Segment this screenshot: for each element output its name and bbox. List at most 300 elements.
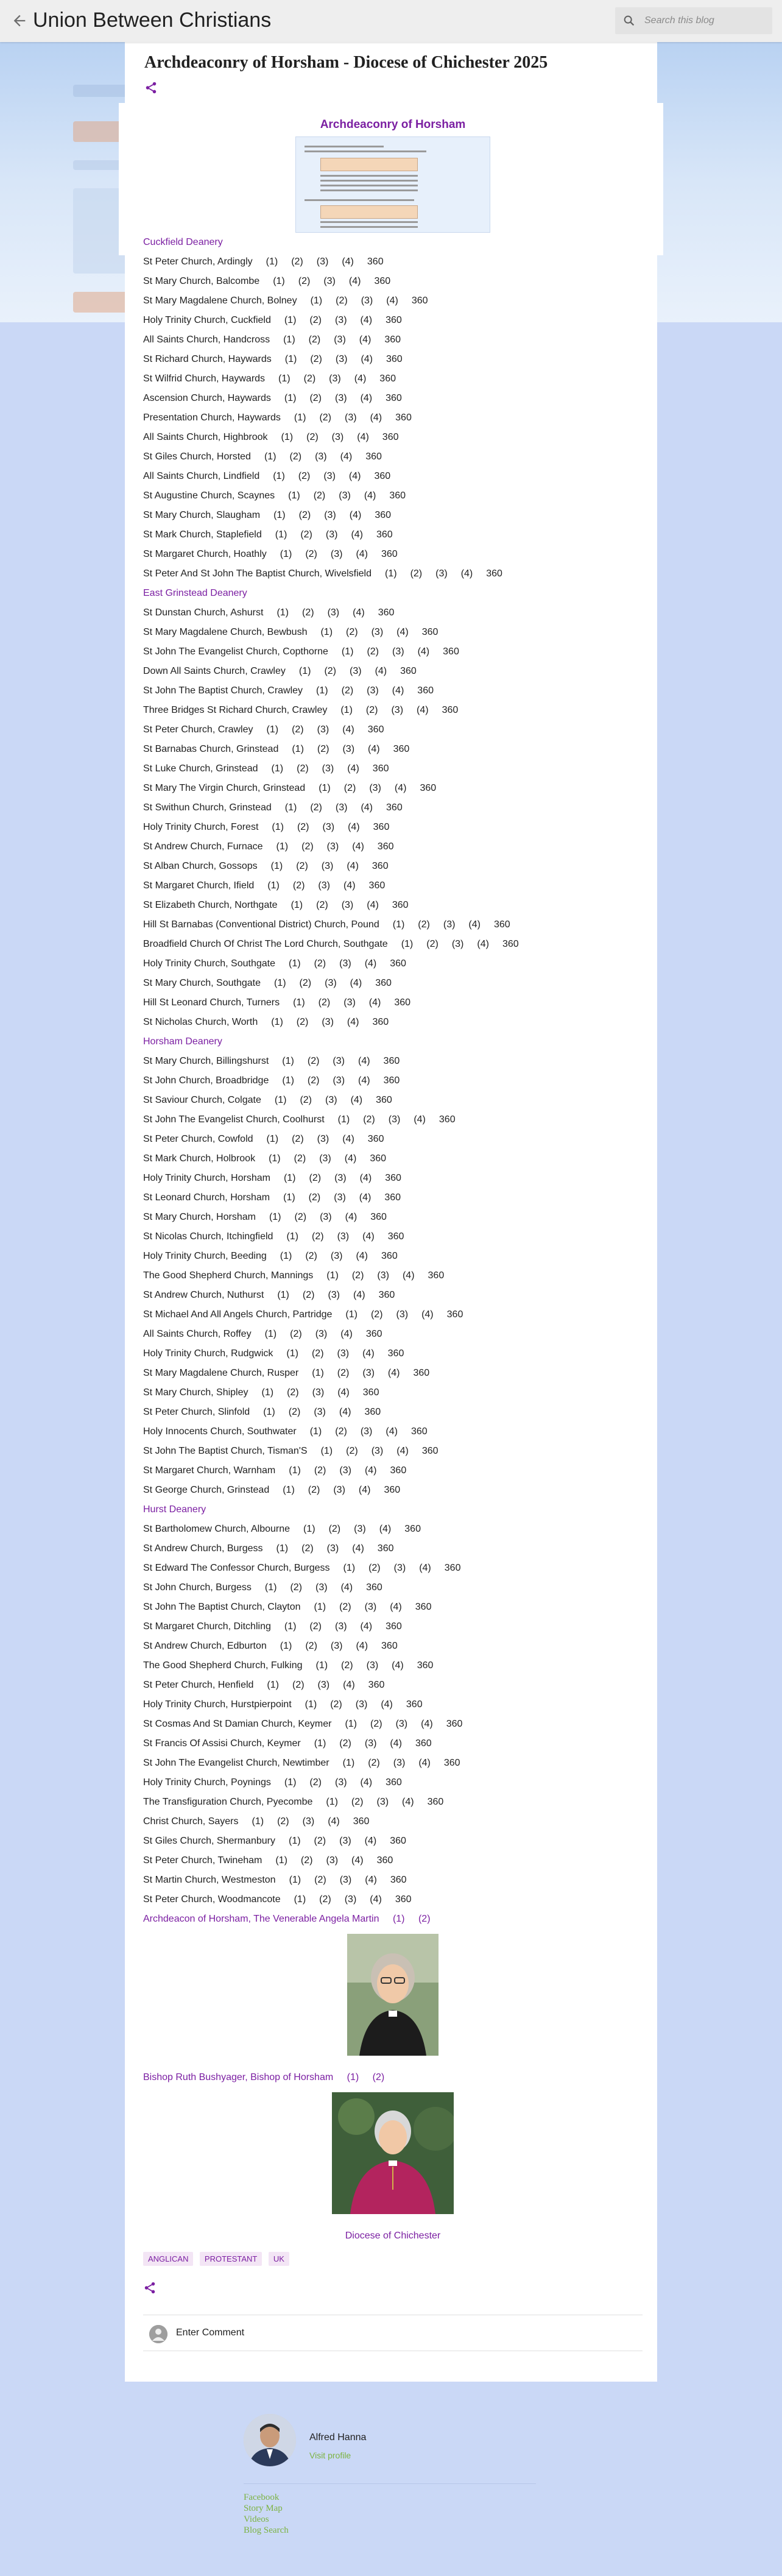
facebook-link[interactable]: Facebook (244, 2493, 280, 2502)
church-link-3[interactable]: (3) (322, 822, 335, 832)
church-link-3[interactable]: (3) (333, 1075, 345, 1086)
church-link-1[interactable]: (1) (284, 354, 297, 364)
church-link-4[interactable]: (4) (390, 1602, 402, 1612)
church-link-5[interactable]: 360 (368, 1680, 385, 1690)
story-map-link[interactable]: Story Map (244, 2503, 283, 2513)
church-link-4[interactable]: (4) (365, 1875, 377, 1885)
church-link-1[interactable]: (1) (283, 334, 295, 345)
church-link-4[interactable]: (4) (414, 1114, 426, 1125)
church-link-3[interactable]: (3) (364, 1738, 377, 1749)
church-link-3[interactable]: (3) (314, 1407, 326, 1417)
church-link-4[interactable]: (4) (347, 861, 359, 871)
church-link-3[interactable]: (3) (319, 1153, 331, 1164)
church-link-1[interactable]: (1) (312, 1368, 324, 1378)
church-link-4[interactable]: (4) (360, 1777, 373, 1788)
church-link-1[interactable]: (1) (264, 1329, 277, 1339)
church-link-5[interactable]: 360 (367, 724, 384, 735)
church-link-2[interactable]: (2) (299, 978, 312, 988)
church-link-5[interactable]: 360 (384, 334, 401, 345)
church-link-3[interactable]: (3) (325, 1095, 337, 1105)
church-link-1[interactable]: (1) (276, 1543, 289, 1554)
church-link-2[interactable]: (2) (288, 1407, 301, 1417)
church-link-4[interactable]: (4) (390, 1738, 402, 1749)
church-link-2[interactable]: (2) (328, 1524, 341, 1534)
church-link-5[interactable]: 360 (386, 1777, 402, 1788)
church-link-1[interactable]: (1) (280, 1251, 292, 1261)
profile-name[interactable]: Alfred Hanna (309, 2432, 367, 2443)
church-link-4[interactable]: (4) (359, 334, 372, 345)
church-link-2[interactable]: (2) (308, 334, 321, 345)
church-link-2[interactable]: (2) (300, 1855, 313, 1866)
blog-search-link[interactable]: Blog Search (244, 2525, 289, 2535)
deanery-heading[interactable]: Horsham Deanery (143, 1036, 222, 1047)
church-link-2[interactable]: (2) (292, 1134, 304, 1144)
church-link-1[interactable]: (1) (284, 1777, 297, 1788)
church-link-4[interactable]: (4) (364, 490, 376, 501)
church-link-4[interactable]: (4) (342, 1134, 354, 1144)
comment-box[interactable] (143, 2315, 643, 2351)
church-link-3[interactable]: (3) (360, 1426, 373, 1437)
church-link-3[interactable]: (3) (334, 1173, 347, 1183)
church-link-3[interactable]: (3) (396, 1309, 409, 1320)
church-link-2[interactable]: (2) (305, 1251, 317, 1261)
church-link-5[interactable]: 360 (417, 1660, 434, 1671)
church-link-4[interactable]: (4) (368, 744, 380, 754)
church-link-1[interactable]: (1) (292, 744, 304, 754)
church-link-1[interactable]: (1) (286, 1231, 298, 1242)
church-link-1[interactable]: (1) (385, 568, 397, 579)
church-link-5[interactable]: 360 (387, 1348, 404, 1359)
church-link-4[interactable]: (4) (386, 295, 398, 306)
church-link-5[interactable]: 360 (378, 607, 395, 618)
church-link-3[interactable]: (3) (339, 958, 351, 969)
church-link-2[interactable]: (2) (302, 607, 314, 618)
church-link-5[interactable]: 360 (395, 1894, 412, 1905)
church-link-3[interactable]: (3) (326, 1543, 339, 1554)
church-link-2[interactable]: (2) (300, 1095, 312, 1105)
church-link-1[interactable]: (1) (261, 1387, 274, 1398)
church-link-5[interactable]: 360 (446, 1719, 463, 1729)
church-link-5[interactable]: 360 (383, 1056, 400, 1066)
church-link-1[interactable]: (1) (342, 1758, 355, 1768)
church-link-3[interactable]: (3) (302, 1816, 315, 1827)
archdeaconry-document-image[interactable] (295, 136, 490, 233)
church-link-5[interactable]: 360 (365, 1329, 382, 1339)
church-link-4[interactable]: (4) (417, 646, 430, 657)
church-link-4[interactable]: (4) (348, 276, 361, 286)
church-link-4[interactable]: (4) (342, 257, 354, 267)
church-link-3[interactable]: (3) (334, 315, 347, 325)
church-link-5[interactable]: 360 (406, 1699, 423, 1710)
church-link-5[interactable]: 360 (428, 1270, 445, 1281)
church-link-5[interactable]: 360 (404, 1524, 421, 1534)
church-link-2[interactable]: (2) (309, 315, 322, 325)
search-box[interactable] (615, 7, 772, 34)
label-protestant[interactable]: PROTESTANT (200, 2252, 262, 2266)
church-link-4[interactable]: (4) (340, 1582, 353, 1593)
back-arrow-icon[interactable] (11, 12, 28, 29)
church-link-3[interactable]: (3) (316, 257, 329, 267)
church-link-5[interactable]: 360 (374, 471, 391, 481)
diocese-caption[interactable]: Diocese of Chichester (345, 2231, 441, 2241)
church-link-3[interactable]: (3) (334, 334, 346, 345)
church-link-3[interactable]: (3) (369, 783, 381, 793)
church-link-2[interactable]: (2) (351, 1270, 364, 1281)
church-link-2[interactable]: (2) (363, 1114, 375, 1125)
church-link-2[interactable]: (2) (365, 705, 378, 715)
church-link-3[interactable]: (3) (312, 1387, 325, 1398)
church-link-5[interactable]: 360 (381, 549, 398, 559)
church-link-2[interactable]: (2) (339, 1738, 351, 1749)
church-link-1[interactable]: (1) (289, 958, 301, 969)
church-link-5[interactable]: 360 (417, 685, 434, 696)
church-link-1[interactable]: (1) (326, 1797, 338, 1807)
church-link-5[interactable]: 360 (400, 666, 417, 676)
church-link-2[interactable]: (2) (305, 549, 317, 559)
church-link-1[interactable]: (1) (270, 861, 283, 871)
church-link-3[interactable]: (3) (322, 763, 334, 774)
church-link-1[interactable]: (1) (264, 1582, 277, 1593)
church-link-4[interactable]: (4) (339, 1407, 351, 1417)
church-link-2[interactable]: (2) (339, 1602, 351, 1612)
church-link-4[interactable]: (4) (370, 1894, 382, 1905)
church-link-5[interactable]: 360 (375, 978, 392, 988)
church-link-3[interactable]: (3) (334, 1777, 347, 1788)
church-link-1[interactable]: (1) (401, 939, 414, 949)
church-link-1[interactable]: (1) (340, 705, 353, 715)
church-link-4[interactable]: (4) (360, 1621, 373, 1632)
church-link-1[interactable]: (1) (269, 1212, 281, 1222)
church-link-4[interactable]: (4) (402, 1270, 415, 1281)
church-link-2[interactable]: (2) (296, 1017, 309, 1027)
church-link-4[interactable]: (4) (358, 1056, 370, 1066)
church-link-3[interactable]: (3) (341, 900, 354, 910)
church-link-2[interactable]: (2) (316, 900, 328, 910)
church-link-1[interactable]: (1) (269, 1153, 281, 1164)
church-link-2[interactable]: (2) (346, 627, 358, 637)
church-link-1[interactable]: (1) (277, 1290, 289, 1300)
church-link-1[interactable]: (1) (341, 646, 354, 657)
church-link-2[interactable]: (2) (289, 451, 302, 462)
church-link-4[interactable]: (4) (350, 978, 362, 988)
church-link-1[interactable]: (1) (264, 451, 277, 462)
church-link-2[interactable]: (2) (292, 880, 305, 891)
church-link-4[interactable]: (4) (357, 432, 369, 442)
church-link-2[interactable]: (2) (368, 1563, 381, 1573)
church-link-2[interactable]: (2) (309, 393, 322, 403)
church-link-5[interactable]: 360 (376, 529, 393, 540)
church-link-4[interactable]: (4) (347, 763, 359, 774)
church-link-4[interactable]: (4) (421, 1309, 434, 1320)
bishop-link-2[interactable]: (2) (372, 2072, 385, 2082)
church-link-5[interactable]: 360 (427, 1797, 444, 1807)
church-link-2[interactable]: (2) (310, 354, 322, 364)
church-link-4[interactable]: (4) (360, 315, 373, 325)
church-link-2[interactable]: (2) (306, 432, 319, 442)
church-link-4[interactable]: (4) (367, 900, 379, 910)
church-link-3[interactable]: (3) (371, 627, 384, 637)
church-link-1[interactable]: (1) (275, 1855, 287, 1866)
church-link-5[interactable]: 360 (386, 393, 402, 403)
church-link-3[interactable]: (3) (337, 1348, 350, 1359)
church-link-2[interactable]: (2) (418, 919, 430, 930)
church-link-1[interactable]: (1) (289, 1875, 301, 1885)
church-link-5[interactable]: 360 (415, 1602, 432, 1612)
church-link-3[interactable]: (3) (364, 1602, 377, 1612)
church-link-5[interactable]: 360 (374, 276, 391, 286)
church-link-4[interactable]: (4) (343, 880, 356, 891)
church-link-2[interactable]: (2) (368, 1758, 380, 1768)
church-link-5[interactable]: 360 (421, 1446, 439, 1456)
church-link-4[interactable]: (4) (381, 1699, 393, 1710)
church-link-2[interactable]: (2) (367, 646, 379, 657)
church-link-1[interactable]: (1) (284, 802, 297, 813)
church-link-2[interactable]: (2) (410, 568, 423, 579)
church-link-5[interactable]: 360 (366, 1582, 382, 1593)
church-link-3[interactable]: (3) (345, 412, 357, 423)
church-link-2[interactable]: (2) (336, 295, 348, 306)
church-link-2[interactable]: (2) (343, 783, 356, 793)
church-link-3[interactable]: (3) (337, 1231, 350, 1242)
church-link-1[interactable]: (1) (276, 841, 289, 852)
search-icon[interactable] (622, 14, 636, 27)
church-link-4[interactable]: (4) (354, 373, 367, 384)
blog-title[interactable]: Union Between Christians (33, 9, 272, 32)
church-link-3[interactable]: (3) (326, 841, 339, 852)
church-link-1[interactable]: (1) (273, 510, 286, 520)
church-link-2[interactable]: (2) (314, 1465, 326, 1476)
church-link-4[interactable]: (4) (337, 1387, 350, 1398)
church-link-1[interactable]: (1) (298, 666, 311, 676)
church-link-2[interactable]: (2) (319, 412, 332, 423)
church-link-2[interactable]: (2) (302, 1290, 315, 1300)
church-link-1[interactable]: (1) (314, 1602, 326, 1612)
church-link-5[interactable]: 360 (353, 1816, 370, 1827)
share-icon[interactable] (144, 81, 158, 94)
deanery-heading[interactable]: Cuckfield Deanery (143, 237, 223, 247)
church-link-2[interactable]: (2) (301, 1543, 314, 1554)
archdeacon-link-2[interactable]: (2) (418, 1914, 431, 1924)
church-link-2[interactable]: (2) (291, 257, 303, 267)
church-link-4[interactable]: (4) (358, 1485, 371, 1495)
church-link-1[interactable]: (1) (288, 490, 300, 501)
church-link-5[interactable]: 360 (393, 744, 410, 754)
church-link-2[interactable]: (2) (335, 1426, 347, 1437)
church-link-1[interactable]: (1) (283, 1173, 296, 1183)
church-link-1[interactable]: (1) (263, 1407, 275, 1417)
church-link-5[interactable]: 360 (370, 1153, 387, 1164)
church-link-4[interactable]: (4) (356, 1251, 368, 1261)
church-link-3[interactable]: (3) (335, 393, 347, 403)
church-link-4[interactable]: (4) (394, 783, 407, 793)
church-link-2[interactable]: (2) (370, 1719, 382, 1729)
church-link-1[interactable]: (1) (280, 549, 292, 559)
church-link-2[interactable]: (2) (290, 1329, 302, 1339)
church-link-1[interactable]: (1) (305, 1699, 317, 1710)
church-link-2[interactable]: (2) (303, 373, 316, 384)
church-link-4[interactable]: (4) (418, 1758, 431, 1768)
church-link-2[interactable]: (2) (318, 997, 331, 1008)
church-link-1[interactable]: (1) (271, 1017, 283, 1027)
church-link-4[interactable]: (4) (353, 1290, 365, 1300)
church-link-4[interactable]: (4) (396, 627, 409, 637)
church-link-3[interactable]: (3) (330, 549, 343, 559)
church-link-3[interactable]: (3) (325, 529, 338, 540)
church-link-3[interactable]: (3) (392, 646, 404, 657)
church-link-4[interactable]: (4) (368, 997, 381, 1008)
church-link-2[interactable]: (2) (309, 1777, 322, 1788)
church-link-3[interactable]: (3) (343, 997, 356, 1008)
church-link-4[interactable]: (4) (356, 1641, 368, 1651)
church-link-5[interactable]: 360 (502, 939, 519, 949)
church-link-1[interactable]: (1) (274, 1095, 287, 1105)
church-link-3[interactable]: (3) (371, 1446, 384, 1456)
church-link-3[interactable]: (3) (342, 744, 355, 754)
church-link-3[interactable]: (3) (331, 432, 344, 442)
church-link-5[interactable]: 360 (410, 1426, 428, 1437)
church-link-4[interactable]: (4) (350, 1095, 363, 1105)
share-icon[interactable] (143, 2281, 157, 2295)
church-link-4[interactable]: (4) (348, 822, 360, 832)
church-link-1[interactable]: (1) (284, 393, 297, 403)
church-link-2[interactable]: (2) (290, 1582, 302, 1593)
church-link-1[interactable]: (1) (289, 1465, 301, 1476)
church-link-2[interactable]: (2) (324, 666, 336, 676)
church-link-1[interactable]: (1) (315, 1660, 328, 1671)
church-link-2[interactable]: (2) (426, 939, 439, 949)
church-link-3[interactable]: (3) (335, 354, 348, 364)
church-link-5[interactable]: 360 (379, 373, 396, 384)
church-link-1[interactable]: (1) (320, 627, 333, 637)
church-link-2[interactable]: (2) (292, 1680, 305, 1690)
church-link-5[interactable]: 360 (373, 822, 390, 832)
deanery-heading[interactable]: East Grinstead Deanery (143, 588, 247, 598)
church-link-3[interactable]: (3) (325, 978, 337, 988)
church-link-4[interactable]: (4) (345, 1212, 358, 1222)
church-link-3[interactable]: (3) (393, 1563, 406, 1573)
search-input[interactable] (643, 13, 765, 28)
church-link-5[interactable]: 360 (394, 997, 411, 1008)
church-link-3[interactable]: (3) (323, 276, 336, 286)
church-link-4[interactable]: (4) (364, 1465, 377, 1476)
church-link-4[interactable]: (4) (362, 1231, 375, 1242)
church-link-5[interactable]: 360 (395, 412, 412, 423)
church-link-3[interactable]: (3) (318, 880, 330, 891)
visit-profile-link[interactable]: Visit profile (309, 2450, 351, 2460)
church-link-3[interactable]: (3) (317, 1134, 329, 1144)
church-link-2[interactable]: (2) (297, 763, 309, 774)
church-link-4[interactable]: (4) (386, 1426, 398, 1437)
church-link-5[interactable]: 360 (362, 1387, 379, 1398)
church-link-3[interactable]: (3) (324, 510, 336, 520)
church-link-3[interactable]: (3) (443, 919, 456, 930)
church-link-4[interactable]: (4) (360, 393, 373, 403)
church-link-1[interactable]: (1) (283, 1485, 295, 1495)
church-link-2[interactable]: (2) (309, 1621, 322, 1632)
church-link-5[interactable]: 360 (381, 1251, 398, 1261)
church-link-1[interactable]: (1) (316, 685, 328, 696)
church-link-4[interactable]: (4) (351, 529, 363, 540)
church-link-5[interactable]: 360 (384, 1485, 401, 1495)
church-link-2[interactable]: (2) (294, 1212, 307, 1222)
church-link-1[interactable]: (1) (294, 412, 306, 423)
church-link-5[interactable]: 360 (493, 919, 510, 930)
church-link-4[interactable]: (4) (370, 412, 382, 423)
church-link-5[interactable]: 360 (413, 1368, 430, 1378)
church-link-5[interactable]: 360 (442, 705, 459, 715)
church-link-4[interactable]: (4) (417, 705, 429, 715)
church-link-5[interactable]: 360 (387, 1231, 404, 1242)
church-link-3[interactable]: (3) (339, 490, 351, 501)
church-link-1[interactable]: (1) (273, 471, 285, 481)
church-link-1[interactable]: (1) (277, 607, 289, 618)
church-link-5[interactable]: 360 (439, 1114, 456, 1125)
church-link-3[interactable]: (3) (333, 1485, 345, 1495)
church-link-5[interactable]: 360 (420, 783, 437, 793)
church-link-4[interactable]: (4) (387, 1368, 400, 1378)
church-link-2[interactable]: (2) (310, 802, 322, 813)
church-link-3[interactable]: (3) (327, 607, 340, 618)
church-link-1[interactable]: (1) (345, 1719, 358, 1729)
church-link-3[interactable]: (3) (321, 861, 334, 871)
church-link-2[interactable]: (2) (370, 1309, 383, 1320)
church-link-5[interactable]: 360 (443, 646, 459, 657)
church-link-3[interactable]: (3) (322, 1017, 334, 1027)
church-link-3[interactable]: (3) (350, 666, 362, 676)
church-link-2[interactable]: (2) (351, 1797, 364, 1807)
church-link-2[interactable]: (2) (301, 841, 314, 852)
church-link-5[interactable]: 360 (372, 763, 389, 774)
church-link-5[interactable]: 360 (375, 510, 392, 520)
church-link-3[interactable]: (3) (317, 724, 329, 735)
church-link-1[interactable]: (1) (275, 529, 287, 540)
church-link-1[interactable]: (1) (252, 1816, 264, 1827)
church-link-5[interactable]: 360 (376, 1855, 393, 1866)
church-link-3[interactable]: (3) (376, 1797, 389, 1807)
church-link-4[interactable]: (4) (468, 919, 481, 930)
church-link-1[interactable]: (1) (283, 1192, 295, 1203)
church-link-2[interactable]: (2) (300, 529, 312, 540)
church-link-5[interactable]: 360 (367, 257, 384, 267)
church-link-5[interactable]: 360 (443, 1758, 460, 1768)
church-link-1[interactable]: (1) (326, 1270, 339, 1281)
church-link-3[interactable]: (3) (320, 1212, 332, 1222)
church-link-5[interactable]: 360 (390, 1836, 406, 1846)
church-link-1[interactable]: (1) (266, 1134, 279, 1144)
church-link-4[interactable]: (4) (477, 939, 489, 949)
church-link-2[interactable]: (2) (346, 1446, 358, 1456)
church-link-3[interactable]: (3) (362, 1368, 375, 1378)
church-link-3[interactable]: (3) (330, 1641, 343, 1651)
church-link-5[interactable]: 360 (390, 1465, 407, 1476)
church-link-1[interactable]: (1) (280, 1641, 292, 1651)
church-link-1[interactable]: (1) (291, 900, 303, 910)
label-anglican[interactable]: ANGLICAN (143, 2252, 193, 2266)
church-link-5[interactable]: 360 (486, 568, 502, 579)
church-link-5[interactable]: 360 (386, 802, 403, 813)
church-link-3[interactable]: (3) (315, 1329, 328, 1339)
church-link-3[interactable]: (3) (315, 451, 327, 462)
archdeacon-link-1[interactable]: (1) (392, 1914, 405, 1924)
church-link-1[interactable]: (1) (284, 1621, 297, 1632)
church-link-3[interactable]: (3) (334, 1621, 347, 1632)
videos-link[interactable]: Videos (244, 2514, 269, 2524)
church-link-5[interactable]: 360 (385, 1173, 401, 1183)
church-link-4[interactable]: (4) (364, 958, 377, 969)
church-link-3[interactable]: (3) (391, 705, 404, 715)
church-link-4[interactable]: (4) (353, 607, 365, 618)
church-link-1[interactable]: (1) (286, 1348, 298, 1359)
